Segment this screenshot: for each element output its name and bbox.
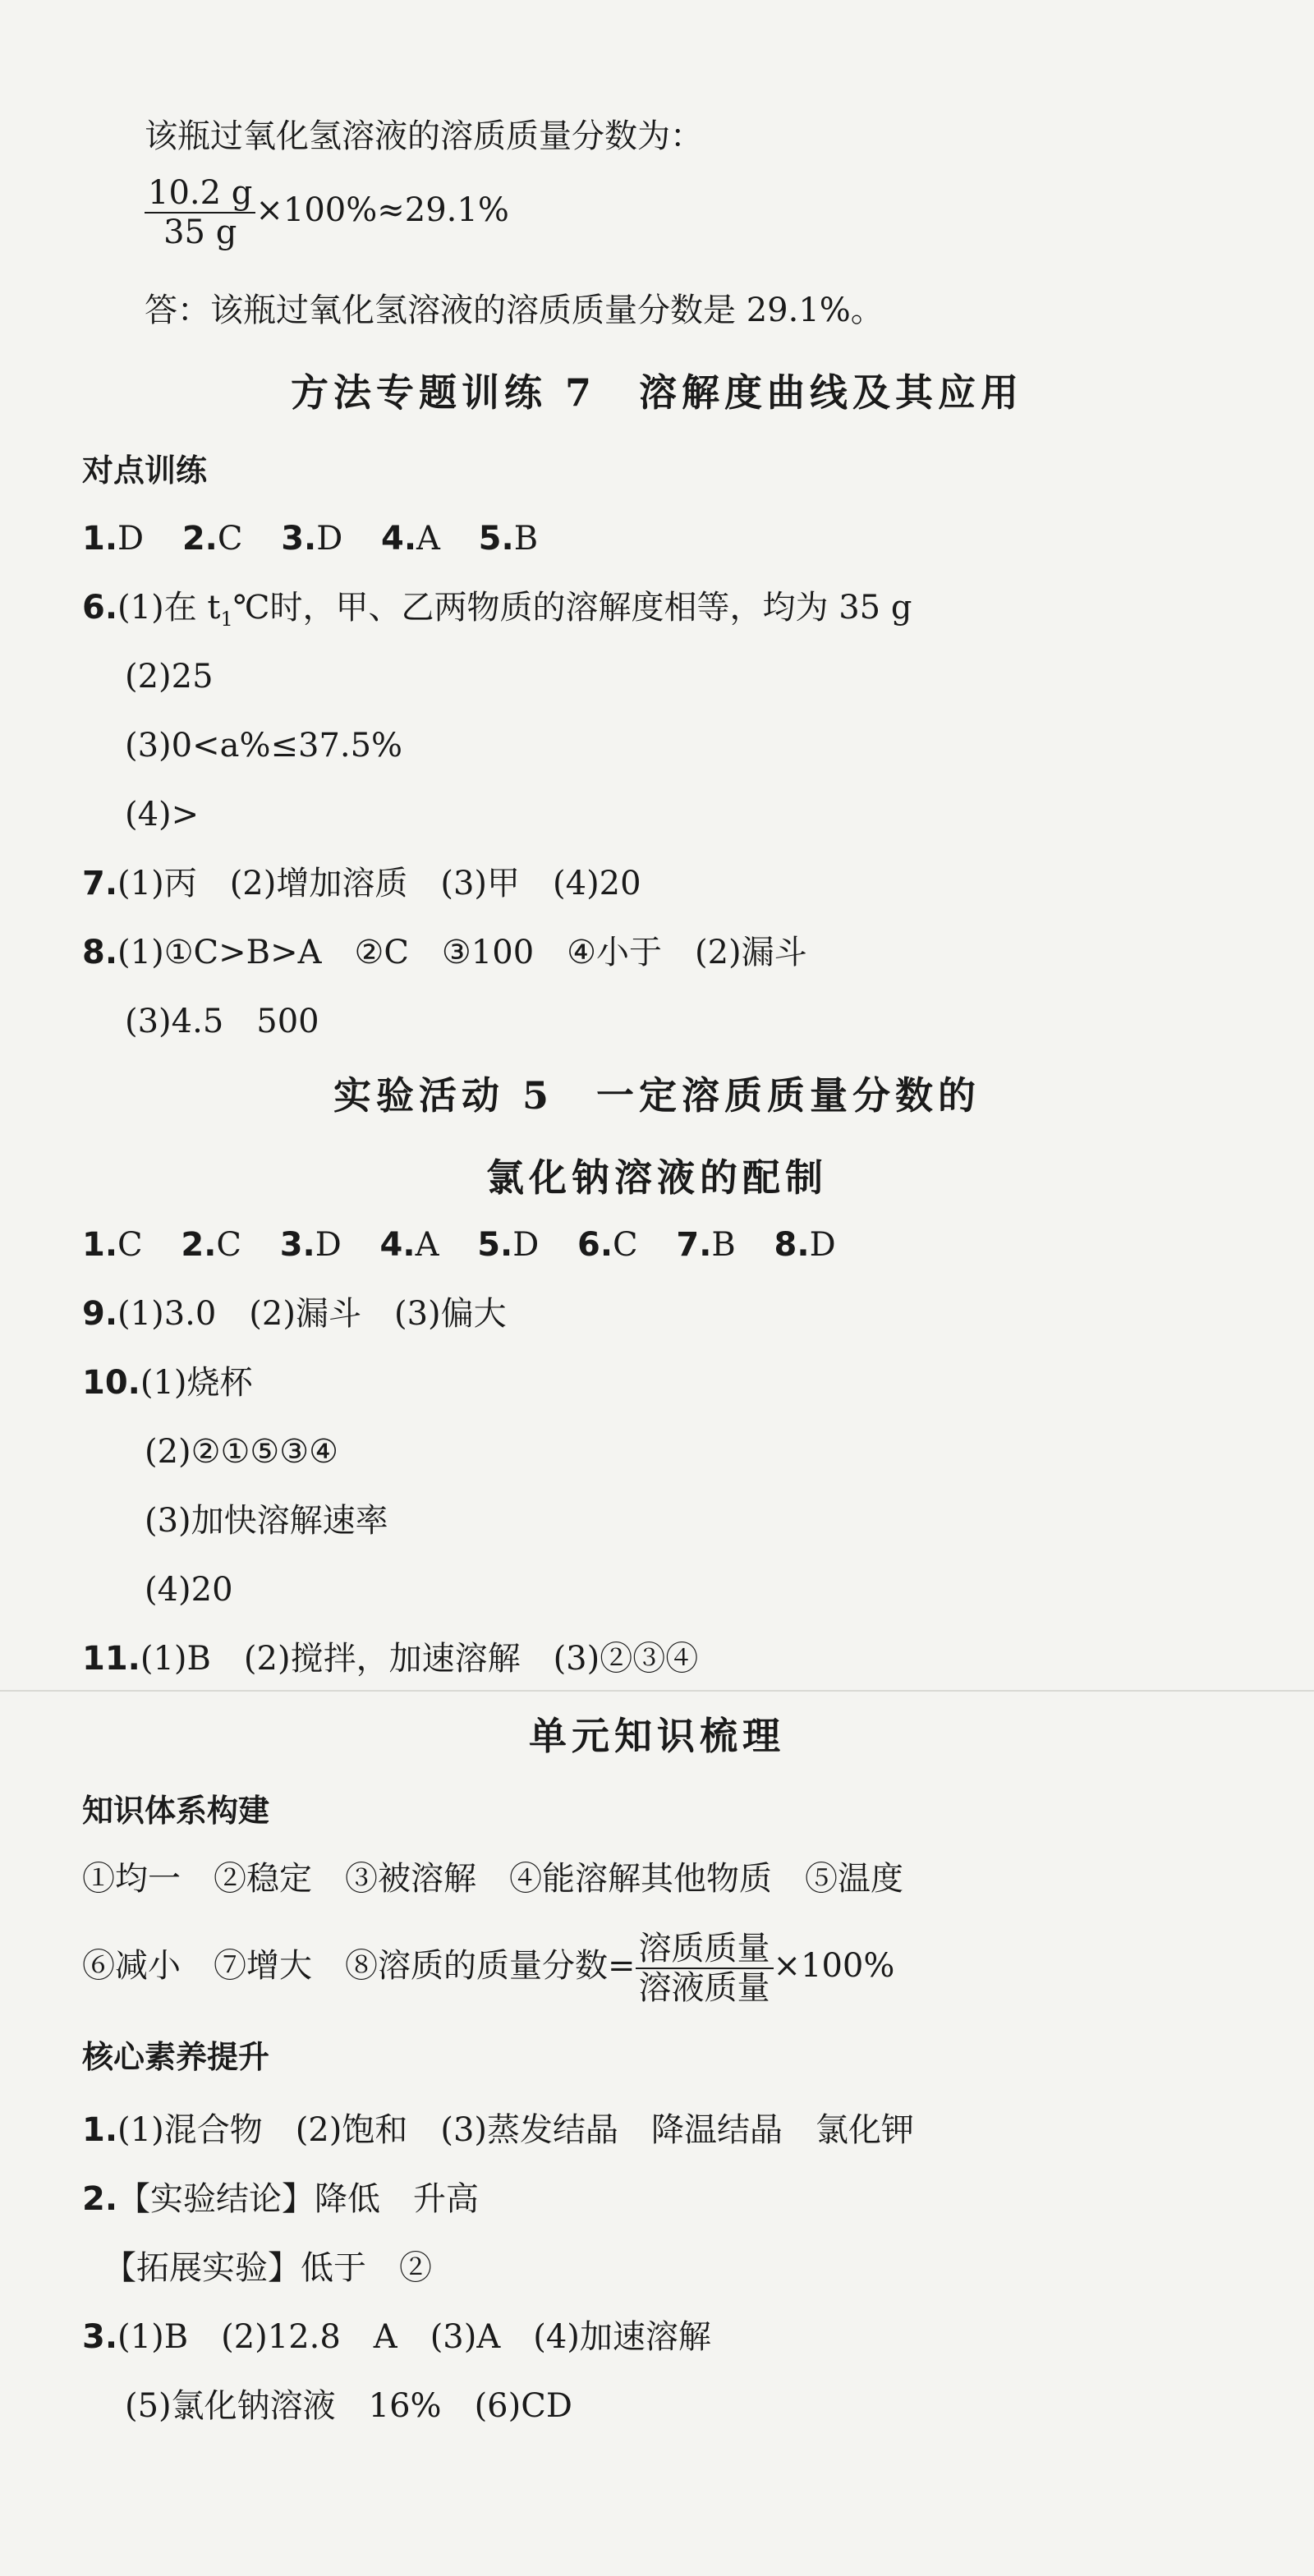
answer-q11 <box>82 1637 698 1680</box>
question-number: 2. <box>181 520 218 558</box>
answer-q6-part3: (3)0<a%≤37.5% <box>125 727 403 765</box>
question-number: 1. <box>82 520 118 558</box>
core-answer-q3 <box>82 2316 711 2358</box>
knowledge-text: ⑥减小 ⑦增大 ⑧溶质的质量分数= <box>82 1947 636 1985</box>
question-number: 5. <box>478 520 514 558</box>
answers-q1-q8 <box>82 1224 836 1266</box>
question-number: 8. <box>774 1226 810 1264</box>
answer-value: D <box>316 520 343 558</box>
calc-fraction <box>145 174 255 251</box>
answer-text: (1)3.0 (2)漏斗 (3)偏大 <box>117 1295 507 1333</box>
answer-value: C <box>117 1226 143 1264</box>
answer-value: B <box>711 1226 736 1264</box>
question-number: 9. <box>82 1295 118 1333</box>
answer-item <box>182 520 243 558</box>
answer-q6-part1 <box>82 586 912 641</box>
calc-numerator: 10.2 g <box>145 174 255 214</box>
answer-value: D <box>117 520 145 558</box>
question-number: 7. <box>82 865 118 902</box>
answer-value: C <box>613 1226 638 1264</box>
answer-value: C <box>217 520 243 558</box>
question-number: 2. <box>181 1226 217 1264</box>
answer-item <box>477 1226 539 1264</box>
subheading-practice: 对点训练 <box>82 452 208 489</box>
answer-item <box>280 1226 342 1264</box>
subscript: 1 <box>220 608 233 631</box>
answer-text: (1)丙 (2)增加溶质 (3)甲 (4)20 <box>117 865 641 902</box>
core-answer-q2-extension: 【拓展实验】低于 ② <box>103 2249 432 2287</box>
answer-value: C <box>216 1226 241 1264</box>
answer-text: (1)B (2)12.8 A (3)A (4)加速溶解 <box>117 2318 711 2356</box>
question-number: 1. <box>82 1226 118 1264</box>
section-title-experiment-5-line1: 实验活动 5 一定溶质质量分数的 <box>333 1073 981 1118</box>
calc-answer: 答：该瓶过氧化氢溶液的溶质质量分数是 29.1%。 <box>145 292 884 329</box>
answer-value: A <box>415 1226 439 1264</box>
answer-item <box>281 520 342 558</box>
question-number: 3. <box>281 520 317 558</box>
answers-q1-q5 <box>82 517 538 560</box>
answer-item <box>181 1226 241 1264</box>
answer-item <box>676 1226 735 1264</box>
answer-q10-part4: (4)20 <box>145 1571 233 1609</box>
question-number: 11. <box>82 1640 140 1678</box>
calc-formula <box>145 174 509 251</box>
mass-fraction-formula <box>636 1930 774 2007</box>
answer-q10-part2: (2)②①⑤③④ <box>145 1433 338 1471</box>
question-number: 1. <box>82 2111 118 2149</box>
page-fold-line <box>0 1690 1314 1692</box>
answer-value: D <box>809 1226 836 1264</box>
answer-text: (1)烧杯 <box>140 1364 253 1402</box>
knowledge-row-2 <box>82 1930 894 2007</box>
question-number: 3. <box>279 1226 315 1264</box>
answer-item <box>577 1226 638 1264</box>
question-number: 6. <box>577 1226 613 1264</box>
question-number: 6. <box>82 589 118 627</box>
core-answer-q1 <box>82 2109 914 2151</box>
question-number: 2. <box>82 2180 118 2218</box>
answer-value: A <box>416 520 440 558</box>
calc-intro-text: 该瓶过氧化氢溶液的溶质质量分数为： <box>145 117 703 155</box>
answer-value: B <box>513 520 539 558</box>
answer-item <box>82 520 144 558</box>
answer-q8-part3: (3)4.5 500 <box>125 1003 319 1040</box>
answer-text: 【实验结论】降低 升高 <box>117 2180 480 2218</box>
answer-value: D <box>512 1226 540 1264</box>
answer-q10-part3: (3)加快溶解速率 <box>145 1502 388 1540</box>
answer-item <box>82 1226 143 1264</box>
answer-text: (1)混合物 (2)饱和 (3)蒸发结晶 降温结晶 氯化钾 <box>117 2111 915 2149</box>
answer-item <box>381 520 440 558</box>
answer-item <box>774 1226 836 1264</box>
formula-multiplier: ×100% <box>773 1947 895 1985</box>
answer-q9 <box>82 1293 507 1335</box>
question-number: 5. <box>477 1226 513 1264</box>
calc-denominator: 35 g <box>163 214 237 251</box>
question-number: 4. <box>381 520 417 558</box>
section-title-unit-review: 单元知识梳理 <box>529 1714 785 1758</box>
formula-numerator: 溶质质量 <box>636 1930 774 1969</box>
answer-text: (1)B (2)搅拌，加速溶解 (3)②③④ <box>140 1640 699 1678</box>
core-answer-q2 <box>82 2178 479 2220</box>
question-number: 10. <box>82 1364 140 1402</box>
answer-item <box>479 520 538 558</box>
question-number: 3. <box>82 2318 118 2356</box>
answer-q7 <box>82 862 641 905</box>
answer-value: D <box>315 1226 342 1264</box>
answer-text: (1)①C>B>A ②C ③100 ④小于 (2)漏斗 <box>117 934 807 971</box>
answer-text: (1)在 t <box>117 589 221 627</box>
answer-item <box>380 1226 439 1264</box>
subheading-core-literacy: 核心素养提升 <box>82 2039 270 2075</box>
answer-text: ℃时，甲、乙两物质的溶解度相等，均为 35 g <box>232 589 912 627</box>
core-answer-q3-part5: (5)氯化钠溶液 16% (6)CD <box>125 2387 572 2425</box>
question-number: 7. <box>676 1226 712 1264</box>
question-number: 8. <box>82 934 118 971</box>
section-title-experiment-5-line2: 氯化钠溶液的配制 <box>486 1155 828 1200</box>
formula-denominator: 溶液质量 <box>638 1969 770 2007</box>
answer-q10 <box>82 1361 253 1404</box>
question-number: 4. <box>379 1226 416 1264</box>
section-title-method-7: 方法专题训练 7 溶解度曲线及其应用 <box>290 370 1024 415</box>
answer-q6-part4: (4)> <box>125 796 200 833</box>
calc-result: ×100%≈29.1% <box>255 191 509 229</box>
subheading-knowledge-system: 知识体系构建 <box>82 1793 270 1829</box>
knowledge-row-1: ①均一 ②稳定 ③被溶解 ④能溶解其他物质 ⑤温度 <box>82 1860 903 1898</box>
answer-q6-part2: (2)25 <box>125 658 214 696</box>
answer-q8 <box>82 931 807 974</box>
